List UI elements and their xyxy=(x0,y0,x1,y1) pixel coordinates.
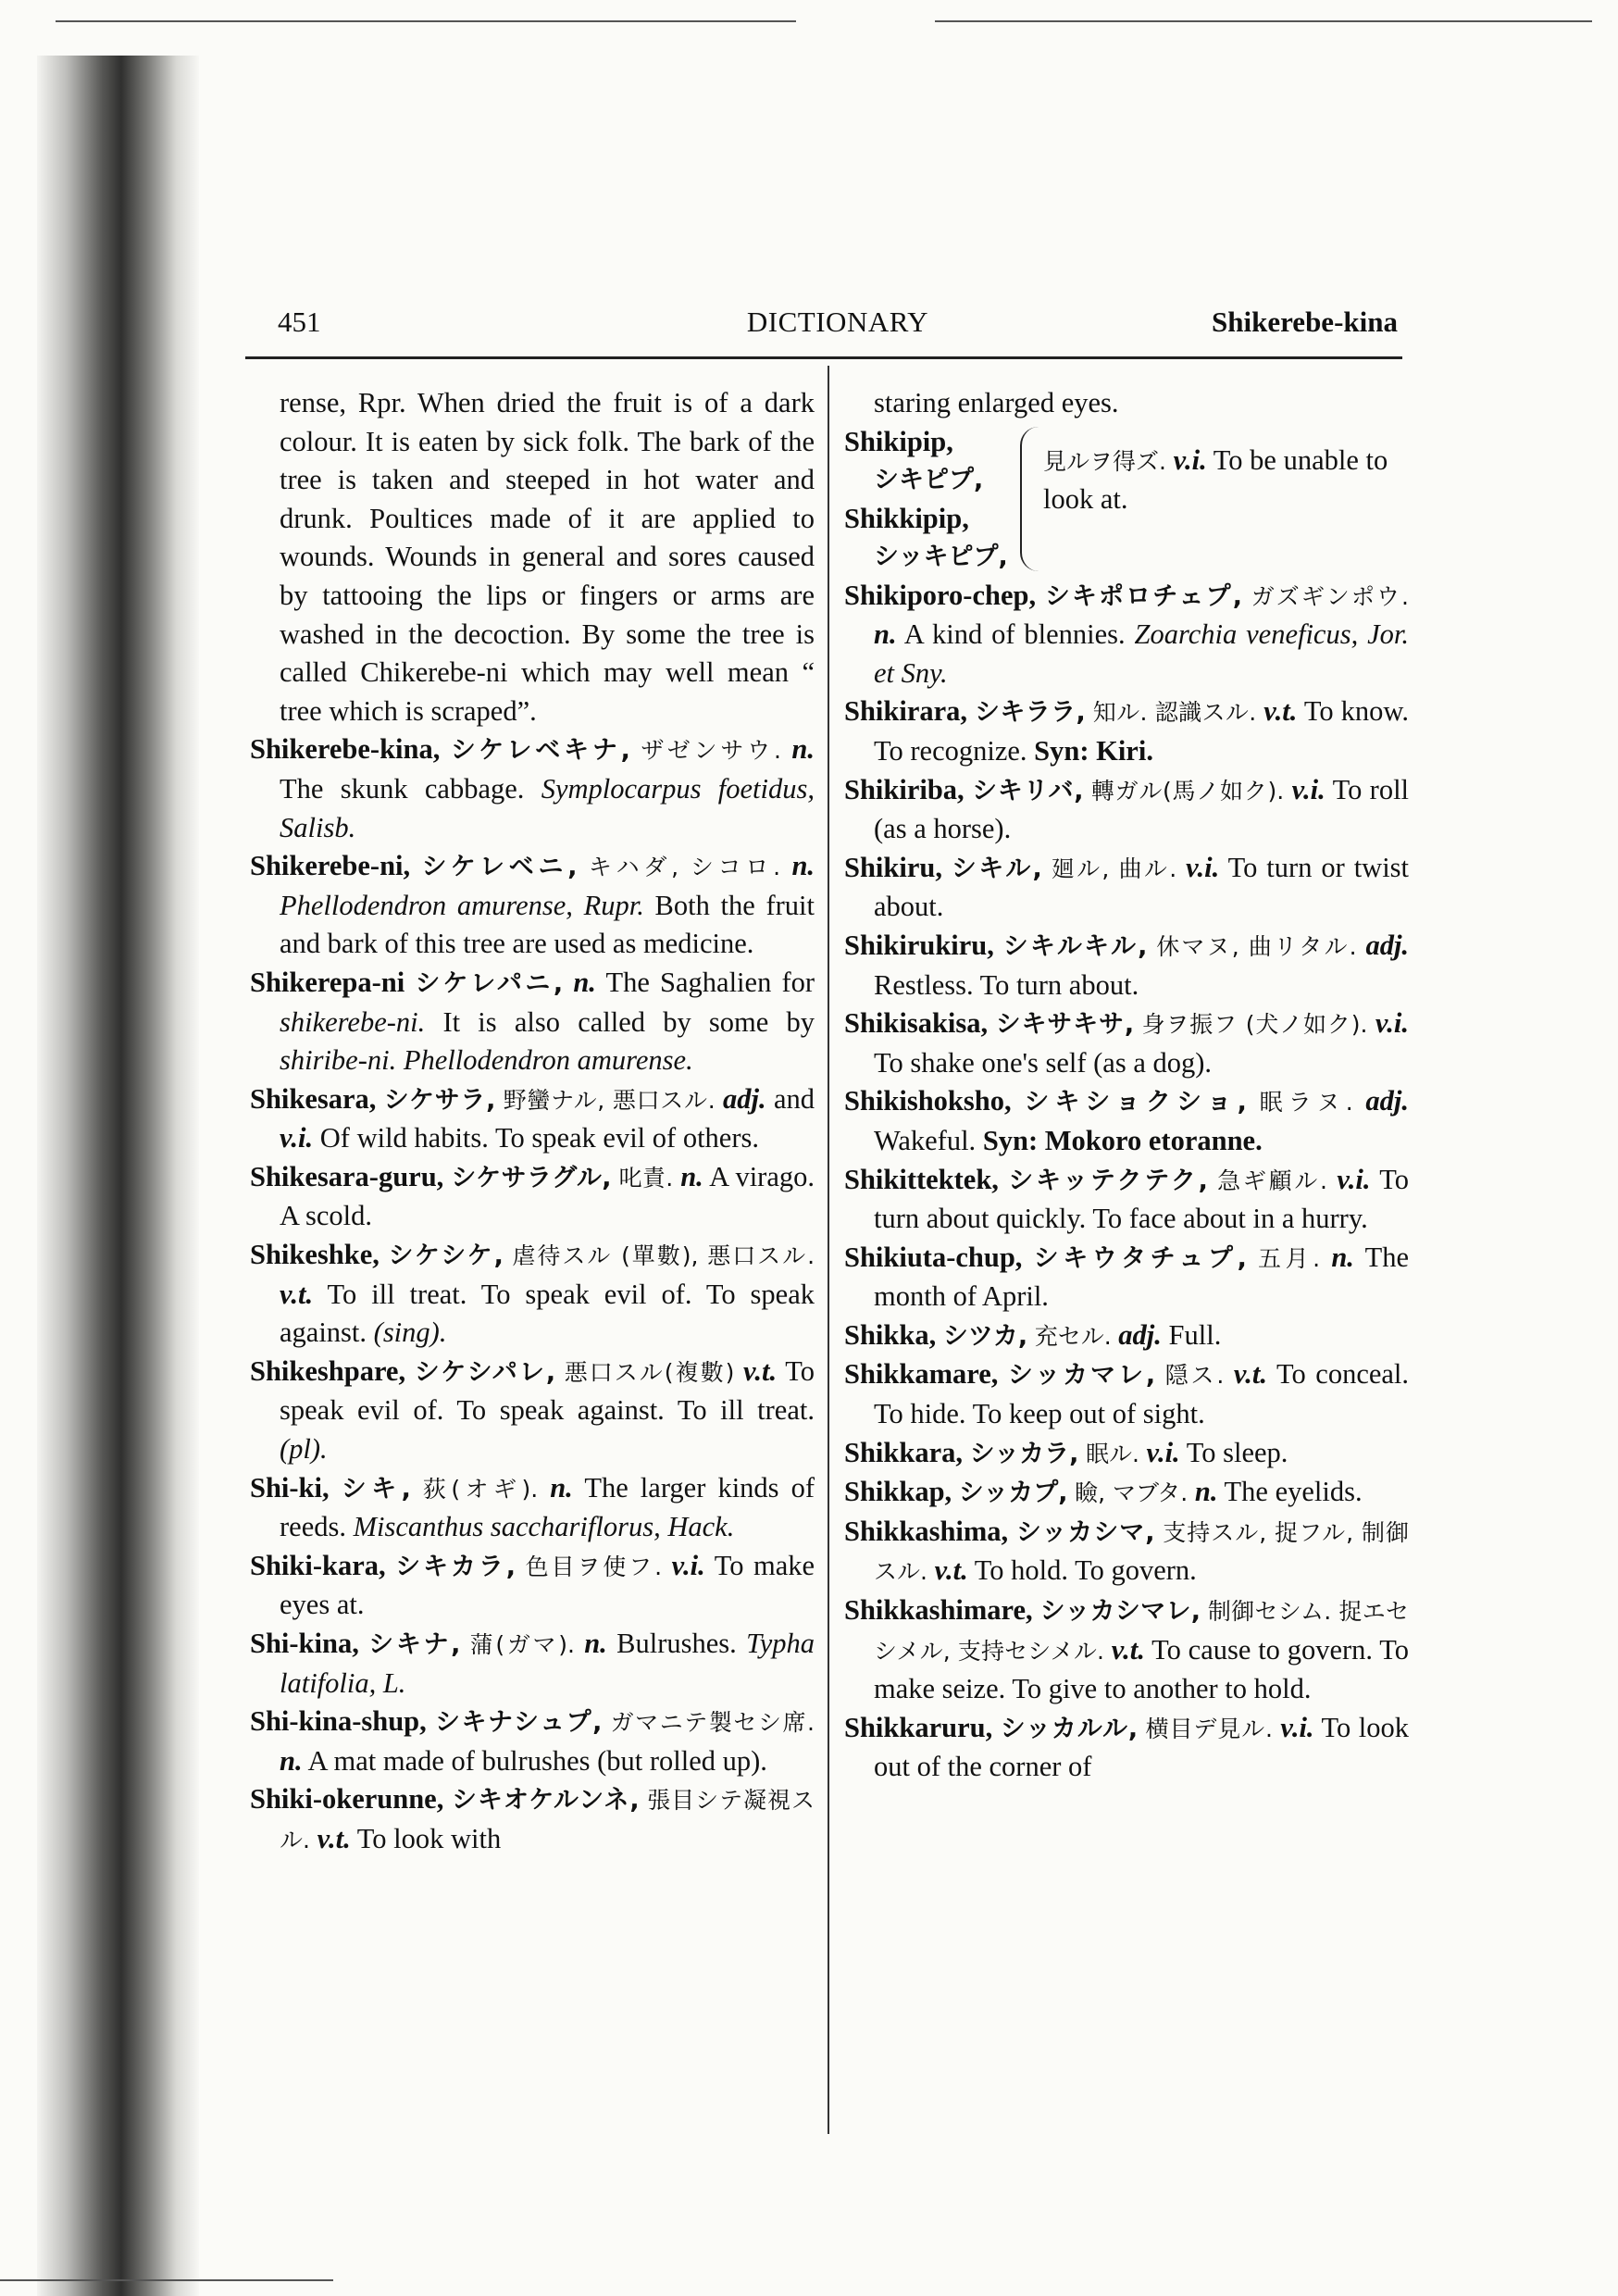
japanese-gloss: 急ギ顧ル. xyxy=(1217,1167,1327,1194)
katakana: シキウタチュプ, xyxy=(1033,1243,1247,1273)
japanese-gloss: 野蠻ナル, 悪口スル. xyxy=(503,1086,716,1114)
katakana: シキリバ, xyxy=(972,776,1084,805)
definition: To look with xyxy=(356,1822,502,1854)
definition: To cause to govern. To make seize. To give to another to hold. xyxy=(874,1633,1410,1705)
part-of-speech: v.i. xyxy=(1146,1436,1180,1468)
running-headword: Shikerebe-kina xyxy=(1212,306,1398,338)
definition: A virago. A scold. xyxy=(280,1160,815,1232)
katakana: シキピプ, xyxy=(874,466,984,495)
katakana: シッキピプ, xyxy=(874,543,1008,572)
part-of-speech: v.i. xyxy=(1375,1007,1410,1040)
usage-note: (pl). xyxy=(280,1433,328,1466)
japanese-gloss: 瞼, マブタ. xyxy=(1075,1479,1189,1507)
part-of-speech: v.i. xyxy=(1173,443,1207,476)
part-of-speech: n. xyxy=(584,1628,607,1659)
headword: Shikesara, xyxy=(250,1082,377,1115)
braced-definition xyxy=(1043,442,1409,519)
katakana: シケレパニ, xyxy=(415,968,564,998)
headword: Shikeshke, xyxy=(250,1239,380,1271)
japanese-gloss: 荻(オギ). xyxy=(422,1475,539,1503)
top-edge-line xyxy=(56,20,796,22)
dictionary-entry xyxy=(844,771,1409,849)
headword: Shikkashimare, xyxy=(844,1594,1033,1627)
part-of-speech: v.t. xyxy=(743,1354,778,1387)
page-number: 451 xyxy=(278,306,321,338)
dictionary-entry xyxy=(844,1434,1409,1474)
japanese-gloss: 充セル. xyxy=(1034,1322,1112,1350)
headword: Shikiuta-chup, xyxy=(844,1241,1023,1273)
katakana: シキナシュプ, xyxy=(434,1708,603,1738)
headword: Shi-kina-shup, xyxy=(250,1705,427,1738)
part-of-speech: v.i. xyxy=(1280,1711,1314,1743)
katakana: シッカシマ, xyxy=(1015,1517,1155,1547)
continued-entry: staring enlarged eyes. xyxy=(874,387,1119,418)
part-of-speech: v.i. xyxy=(1337,1163,1371,1195)
dictionary-entry xyxy=(250,1158,815,1236)
page-title: DICTIONARY xyxy=(746,306,929,338)
dictionary-entry xyxy=(250,1780,815,1859)
dictionary-entry xyxy=(250,964,815,1080)
katakana: シッカシマレ, xyxy=(1039,1597,1201,1627)
dictionary-entry xyxy=(250,1625,815,1703)
headword: Shikkara, xyxy=(844,1436,963,1468)
headword: Shikerebe-ni, xyxy=(250,850,411,882)
japanese-gloss: 轉ガル(馬ノ如ク). xyxy=(1090,777,1285,805)
definition: A mat made of bulrushes (but rolled up). xyxy=(307,1744,767,1777)
katakana: シキッテクテク, xyxy=(1008,1166,1208,1195)
headword: Shikerebe-kina, xyxy=(250,733,441,766)
scientific-name: Phellodendron amurense, Rupr. xyxy=(280,889,644,921)
usage-note: (sing). xyxy=(373,1316,447,1349)
katakana: シケサラ, xyxy=(383,1085,496,1115)
dictionary-entry xyxy=(844,577,1409,693)
japanese-gloss: ガズギンポウ. xyxy=(1251,582,1410,610)
japanese-gloss: 見ルヲ得ズ. xyxy=(1043,447,1166,475)
japanese-gloss: 支持スル, 捉フル, 制御スル. xyxy=(874,1518,1410,1586)
japanese-gloss: 色目ヲ使フ. xyxy=(525,1553,663,1580)
japanese-gloss: 眠ル. xyxy=(1085,1440,1139,1467)
scientific-name: Typha latifolia, L. xyxy=(280,1628,815,1699)
dictionary-entry xyxy=(844,1591,1409,1709)
definition: Bulrushes. xyxy=(616,1628,737,1659)
definition: The eyelids. xyxy=(1224,1476,1363,1508)
headword: Shikerepa-ni xyxy=(250,966,405,998)
definition: To turn about quickly. To face about in a hurry. xyxy=(874,1163,1410,1235)
katakana: シケレベニ, xyxy=(421,853,578,882)
dictionary-entry xyxy=(844,1316,1409,1356)
part-of-speech: adj. xyxy=(1118,1318,1162,1351)
dictionary-entry xyxy=(844,849,1409,927)
dictionary-entry xyxy=(250,1236,815,1353)
katakana: シッカルル, xyxy=(1000,1714,1139,1743)
katakana: シッカプ, xyxy=(958,1479,1068,1508)
headword: Shikesara-guru, xyxy=(250,1160,444,1192)
part-of-speech: v.i. xyxy=(280,1122,314,1154)
headword: Shikipip, xyxy=(844,425,953,457)
definition: To shake one's self (as a dog). xyxy=(874,1046,1213,1079)
braced-entry xyxy=(844,423,1409,577)
dictionary-entry xyxy=(250,847,815,964)
dictionary-entry xyxy=(250,1703,815,1780)
part-of-speech: n. xyxy=(1194,1476,1218,1508)
braced-headwords xyxy=(844,423,1029,577)
japanese-gloss: 横目デ見ル. xyxy=(1145,1715,1273,1742)
headword: Shikiru, xyxy=(844,851,942,883)
dictionary-entry xyxy=(844,1709,1409,1787)
definition: Restless. To turn about. xyxy=(874,968,1139,1001)
definition: A kind of blennies. xyxy=(903,618,1126,651)
japanese-gloss: 廻ル, 曲ル. xyxy=(1051,855,1177,882)
part-of-speech: v.i. xyxy=(1291,773,1326,805)
japanese-gloss: 五月. xyxy=(1258,1244,1321,1272)
katakana: シキサキサ, xyxy=(995,1010,1135,1040)
scientific-name: Symplocarpus foetidus, Salisb. xyxy=(280,772,815,843)
part-of-speech: n. xyxy=(680,1160,703,1192)
japanese-gloss: ザゼンサウ. xyxy=(641,737,781,765)
scientific-name: Miscanthus sacchariflorus, Hack. xyxy=(353,1511,735,1543)
katakana: シキショクショ, xyxy=(1024,1088,1247,1117)
part-of-speech: n. xyxy=(791,733,815,766)
definition: Both the fruit and bark of this tree are used as medicine. xyxy=(280,889,815,960)
bottom-edge-line xyxy=(0,2279,333,2281)
running-head xyxy=(278,306,1398,352)
part-of-speech: n. xyxy=(874,618,897,651)
definition: To know. To recognize. xyxy=(874,695,1410,767)
headword: Shikeshpare, xyxy=(250,1354,406,1387)
part-of-speech: n. xyxy=(280,1744,303,1777)
definition-continued: Of wild habits. To speak evil of others. xyxy=(319,1122,759,1154)
dictionary-entry xyxy=(844,1082,1409,1160)
part-of-speech: adj. xyxy=(723,1082,766,1115)
definition: The skunk cabbage. xyxy=(280,772,525,805)
part-of-speech: v.i. xyxy=(1186,851,1220,883)
part-of-speech: adj. xyxy=(1365,929,1410,961)
book-binding-shadow xyxy=(37,56,199,2296)
dictionary-entry xyxy=(844,1239,1409,1316)
synonym: Syn: Kiri. xyxy=(1034,734,1153,767)
dictionary-entry xyxy=(844,1473,1409,1513)
definition-continued: It is also called by some by xyxy=(442,1005,815,1038)
headword: Shiki-kara, xyxy=(250,1549,386,1581)
katakana: シキル, xyxy=(951,854,1042,883)
part-of-speech: v.t. xyxy=(317,1822,351,1854)
cross-reference: shiribe-ni. xyxy=(280,1044,397,1077)
japanese-gloss: 知ル. 認識スル. xyxy=(1092,699,1257,727)
japanese-gloss: 制御セシム. 捉エセシメル, 支持セシメル. xyxy=(874,1598,1410,1665)
katakana: シキ, xyxy=(341,1474,411,1504)
part-of-speech: v.t. xyxy=(280,1278,314,1310)
japanese-gloss: 張目シテ凝視スル. xyxy=(280,1787,815,1853)
katakana: シケレベキナ, xyxy=(450,736,630,766)
definition: Full. xyxy=(1168,1318,1222,1351)
dictionary-entry xyxy=(250,1080,815,1158)
curly-brace xyxy=(1020,427,1042,571)
japanese-gloss: 眠ラヌ. xyxy=(1259,1089,1353,1117)
cross-reference: shikerebe-ni. xyxy=(280,1005,426,1038)
japanese-gloss: 身ヲ振フ (犬ノ如ク). xyxy=(1141,1011,1368,1039)
japanese-gloss: 隠ス. xyxy=(1164,1362,1225,1390)
definition: To sleep. xyxy=(1186,1436,1288,1468)
definition: The Saghalien for xyxy=(605,966,815,998)
part-of-speech: n. xyxy=(573,966,596,998)
headword: Shikiriba, xyxy=(844,773,965,805)
definition: To conceal. To hide. To keep out of sight. xyxy=(874,1358,1410,1430)
part-of-speech: n. xyxy=(791,850,815,882)
katakana: シケシケ, xyxy=(388,1242,504,1271)
definition: To be unable to look at. xyxy=(1043,443,1388,516)
katakana: シキルキル, xyxy=(1002,931,1148,961)
dictionary-entry xyxy=(844,1161,1409,1239)
synonym: Syn: Mokoro etoranne. xyxy=(982,1124,1263,1156)
japanese-gloss: キハダ, シコロ. xyxy=(588,854,781,881)
continued-entry: rense, Rpr. When dried the fruit is of a dark colour. It is eaten by sick folk. The bark of the tree is taken and steeped in hot water and drunk. Poultices made of it are applied to wounds. Wounds in general and sores caused by tattooing the lips or fingers or arms are washed in the decoction. By some the tree is called Chikerebe-ni which may well mean “ tree which is scraped”. xyxy=(280,387,815,727)
headword: Shikisakisa, xyxy=(844,1007,989,1040)
katakana: シケサラグル, xyxy=(451,1163,612,1192)
japanese-gloss: 虐待スル (單數), 悪口スル. xyxy=(512,1242,815,1270)
headword: Shiki-okerunne, xyxy=(250,1783,444,1816)
headword: Shikkamare, xyxy=(844,1358,999,1391)
katakana: シキオケルンネ, xyxy=(451,1786,640,1816)
headword: Shikkaruru, xyxy=(844,1711,993,1743)
katakana: シキポロチェプ, xyxy=(1044,581,1242,611)
headword: Shikkashima, xyxy=(844,1515,1009,1547)
headword: Shikirara, xyxy=(844,695,968,728)
katakana: シッカラ, xyxy=(969,1439,1079,1468)
part-of-speech: v.t. xyxy=(1111,1633,1145,1666)
headword: Shikittektek, xyxy=(844,1163,999,1195)
header-rule xyxy=(245,356,1402,359)
part-of-speech: n. xyxy=(550,1471,573,1504)
katakana: シッカマレ, xyxy=(1007,1361,1156,1391)
part-of-speech: v.i. xyxy=(671,1549,705,1581)
japanese-gloss: 休マヌ, 曲リタル. xyxy=(1156,932,1357,960)
scientific-name: Zoarchia veneficus, Jor. et Sny. xyxy=(874,618,1409,689)
japanese-gloss: ガマニテ製セシ席. xyxy=(610,1709,815,1737)
katakana: シキナ, xyxy=(368,1630,461,1659)
definition: To look out of the corner of xyxy=(874,1711,1409,1783)
headword: Shikirukiru, xyxy=(844,929,994,961)
dictionary-entry xyxy=(844,693,1409,770)
part-of-speech: v.t. xyxy=(934,1554,968,1587)
part-of-speech: adj. xyxy=(1365,1085,1410,1117)
definition: Wakeful. xyxy=(874,1124,977,1156)
right-column xyxy=(844,384,1409,1787)
dictionary-entry xyxy=(250,730,815,847)
definition: To hold. To govern. xyxy=(974,1554,1197,1587)
headword: Shikkipip, xyxy=(844,502,969,534)
definition: To ill treat. To speak evil of. To speak against. xyxy=(280,1278,815,1349)
katakana: シキカラ, xyxy=(395,1552,517,1581)
dictionary-entry xyxy=(844,927,1409,1004)
dictionary-entry xyxy=(844,1513,1409,1591)
katakana: シツカ, xyxy=(942,1321,1028,1351)
headword: Shikishoksho, xyxy=(844,1085,1012,1117)
part-of-speech: n. xyxy=(1331,1241,1354,1273)
headword: Shi-ki, xyxy=(250,1471,330,1504)
headword: Shi-kina, xyxy=(250,1628,359,1659)
katakana: シキララ, xyxy=(975,698,1086,728)
katakana: シケシパレ, xyxy=(414,1357,556,1387)
column-divider xyxy=(828,366,829,2134)
part-of-speech: v.t. xyxy=(1263,695,1298,728)
japanese-gloss: 悪口スル(複數) xyxy=(564,1358,735,1386)
dictionary-entry xyxy=(250,1547,815,1625)
top-edge-line-right xyxy=(935,20,1592,22)
dictionary-entry xyxy=(844,1004,1409,1082)
dictionary-entry xyxy=(844,1355,1409,1433)
definition: To make eyes at. xyxy=(280,1549,815,1621)
scientific-name: Phellodendron amurense. xyxy=(403,1044,693,1077)
japanese-gloss: 叱責. xyxy=(618,1164,674,1192)
definition: The larger kinds of reeds. xyxy=(280,1471,815,1543)
headword: Shikiporo-chep, xyxy=(844,579,1037,611)
dictionary-entry xyxy=(250,1469,815,1547)
definition: To turn or twist about. xyxy=(874,851,1410,923)
definition: To speak evil of. To speak against. To ill treat. xyxy=(280,1354,815,1427)
headword: Shikka, xyxy=(844,1318,937,1351)
definition: The month of April. xyxy=(874,1241,1410,1313)
dictionary-entry xyxy=(250,1353,815,1469)
headword: Shikkap, xyxy=(844,1476,952,1508)
part-of-speech: v.t. xyxy=(1233,1358,1268,1391)
definition: and xyxy=(773,1082,815,1115)
left-column xyxy=(250,384,815,1860)
definition: To roll (as a horse). xyxy=(874,773,1410,845)
japanese-gloss: 蒲(ガマ). xyxy=(469,1631,575,1658)
